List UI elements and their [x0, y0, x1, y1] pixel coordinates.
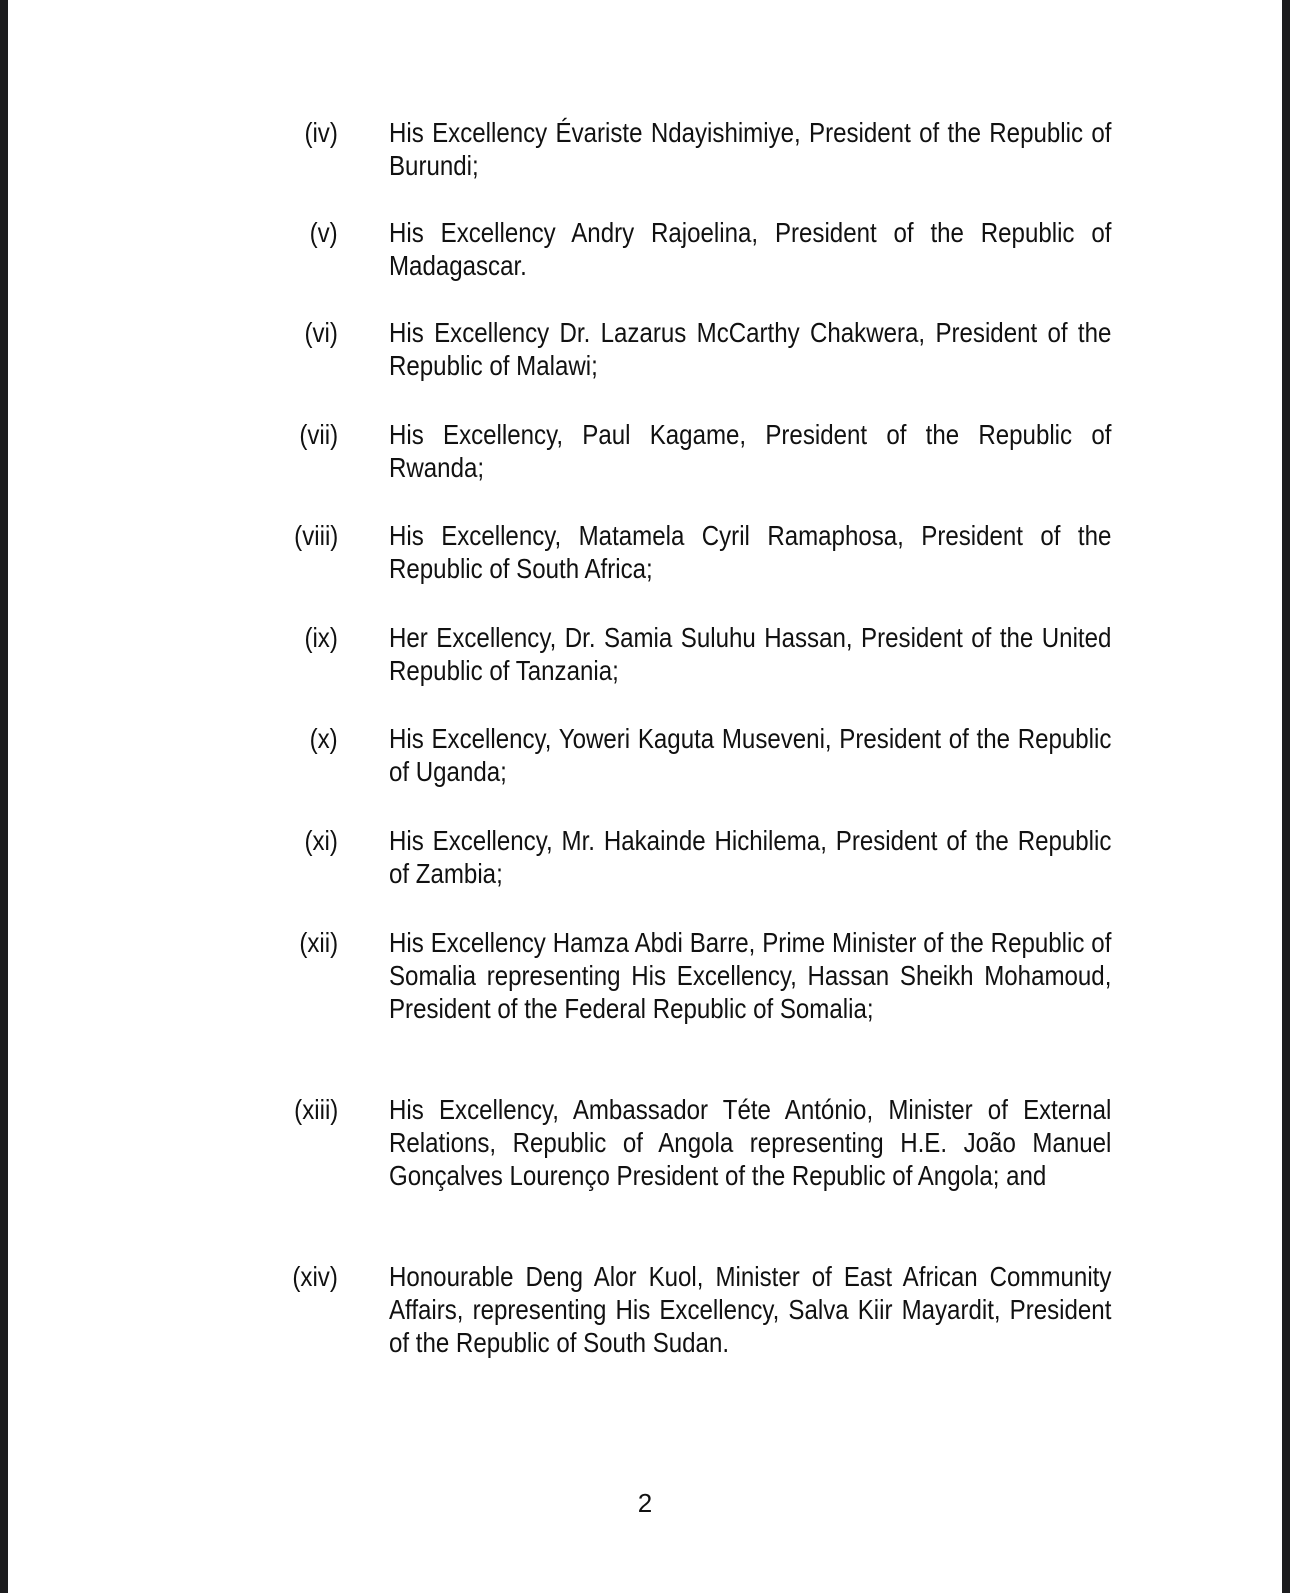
- item-label: (v): [309, 217, 338, 248]
- item-label: (viii): [293, 520, 338, 551]
- item-label: (vi): [304, 317, 338, 348]
- item-label: (ix): [304, 622, 338, 653]
- item-text: His Excellency, Yoweri Kaguta Museveni, President of the Republic of Uganda;: [389, 723, 1112, 787]
- item-label: (xiii): [293, 1094, 338, 1125]
- item-label: (vii): [299, 419, 338, 450]
- document-page: [8, 0, 1282, 1593]
- item-label: (xii): [299, 927, 338, 958]
- item-text: His Excellency, Mr. Hakainde Hichilema, President of the Republic of Zambia;: [389, 825, 1112, 889]
- item-text: His Excellency Hamza Abdi Barre, Prime Minister of the Republic of Somalia representing His Excellency, Hassan Sheikh Mohamoud, President of the Federal Republic of Somalia;: [389, 927, 1112, 1024]
- item-text: His Excellency, Paul Kagame, President of the Republic of Rwanda;: [389, 419, 1112, 483]
- item-text: His Excellency, Matamela Cyril Ramaphosa, President of the Republic of South Africa;: [389, 520, 1112, 584]
- item-text: His Excellency Dr. Lazarus McCarthy Chakwera, President of the Republic of Malawi;: [389, 317, 1112, 381]
- item-label: (x): [309, 723, 338, 754]
- page-number: 2: [637, 1488, 653, 1518]
- item-text: His Excellency Évariste Ndayishimiye, President of the Republic of Burundi;: [389, 117, 1112, 181]
- item-text: Her Excellency, Dr. Samia Suluhu Hassan, President of the United Republic of Tanzania;: [389, 622, 1112, 686]
- item-label: (xiv): [292, 1261, 338, 1292]
- item-label: (iv): [304, 117, 338, 148]
- item-text: Honourable Deng Alor Kuol, Minister of East African Community Affairs, representing His Excellency, Salva Kiir Mayardit, President of the Republic of South Sudan.: [389, 1261, 1112, 1358]
- item-text: His Excellency, Ambassador Téte António, Minister of External Relations, Republic of Angola representing H.E. João Manuel Gonçalves Lourenço President of the Republic of Angola; and: [389, 1094, 1112, 1191]
- item-text: His Excellency Andry Rajoelina, President of the Republic of Madagascar.: [389, 217, 1112, 281]
- item-label: (xi): [304, 825, 338, 856]
